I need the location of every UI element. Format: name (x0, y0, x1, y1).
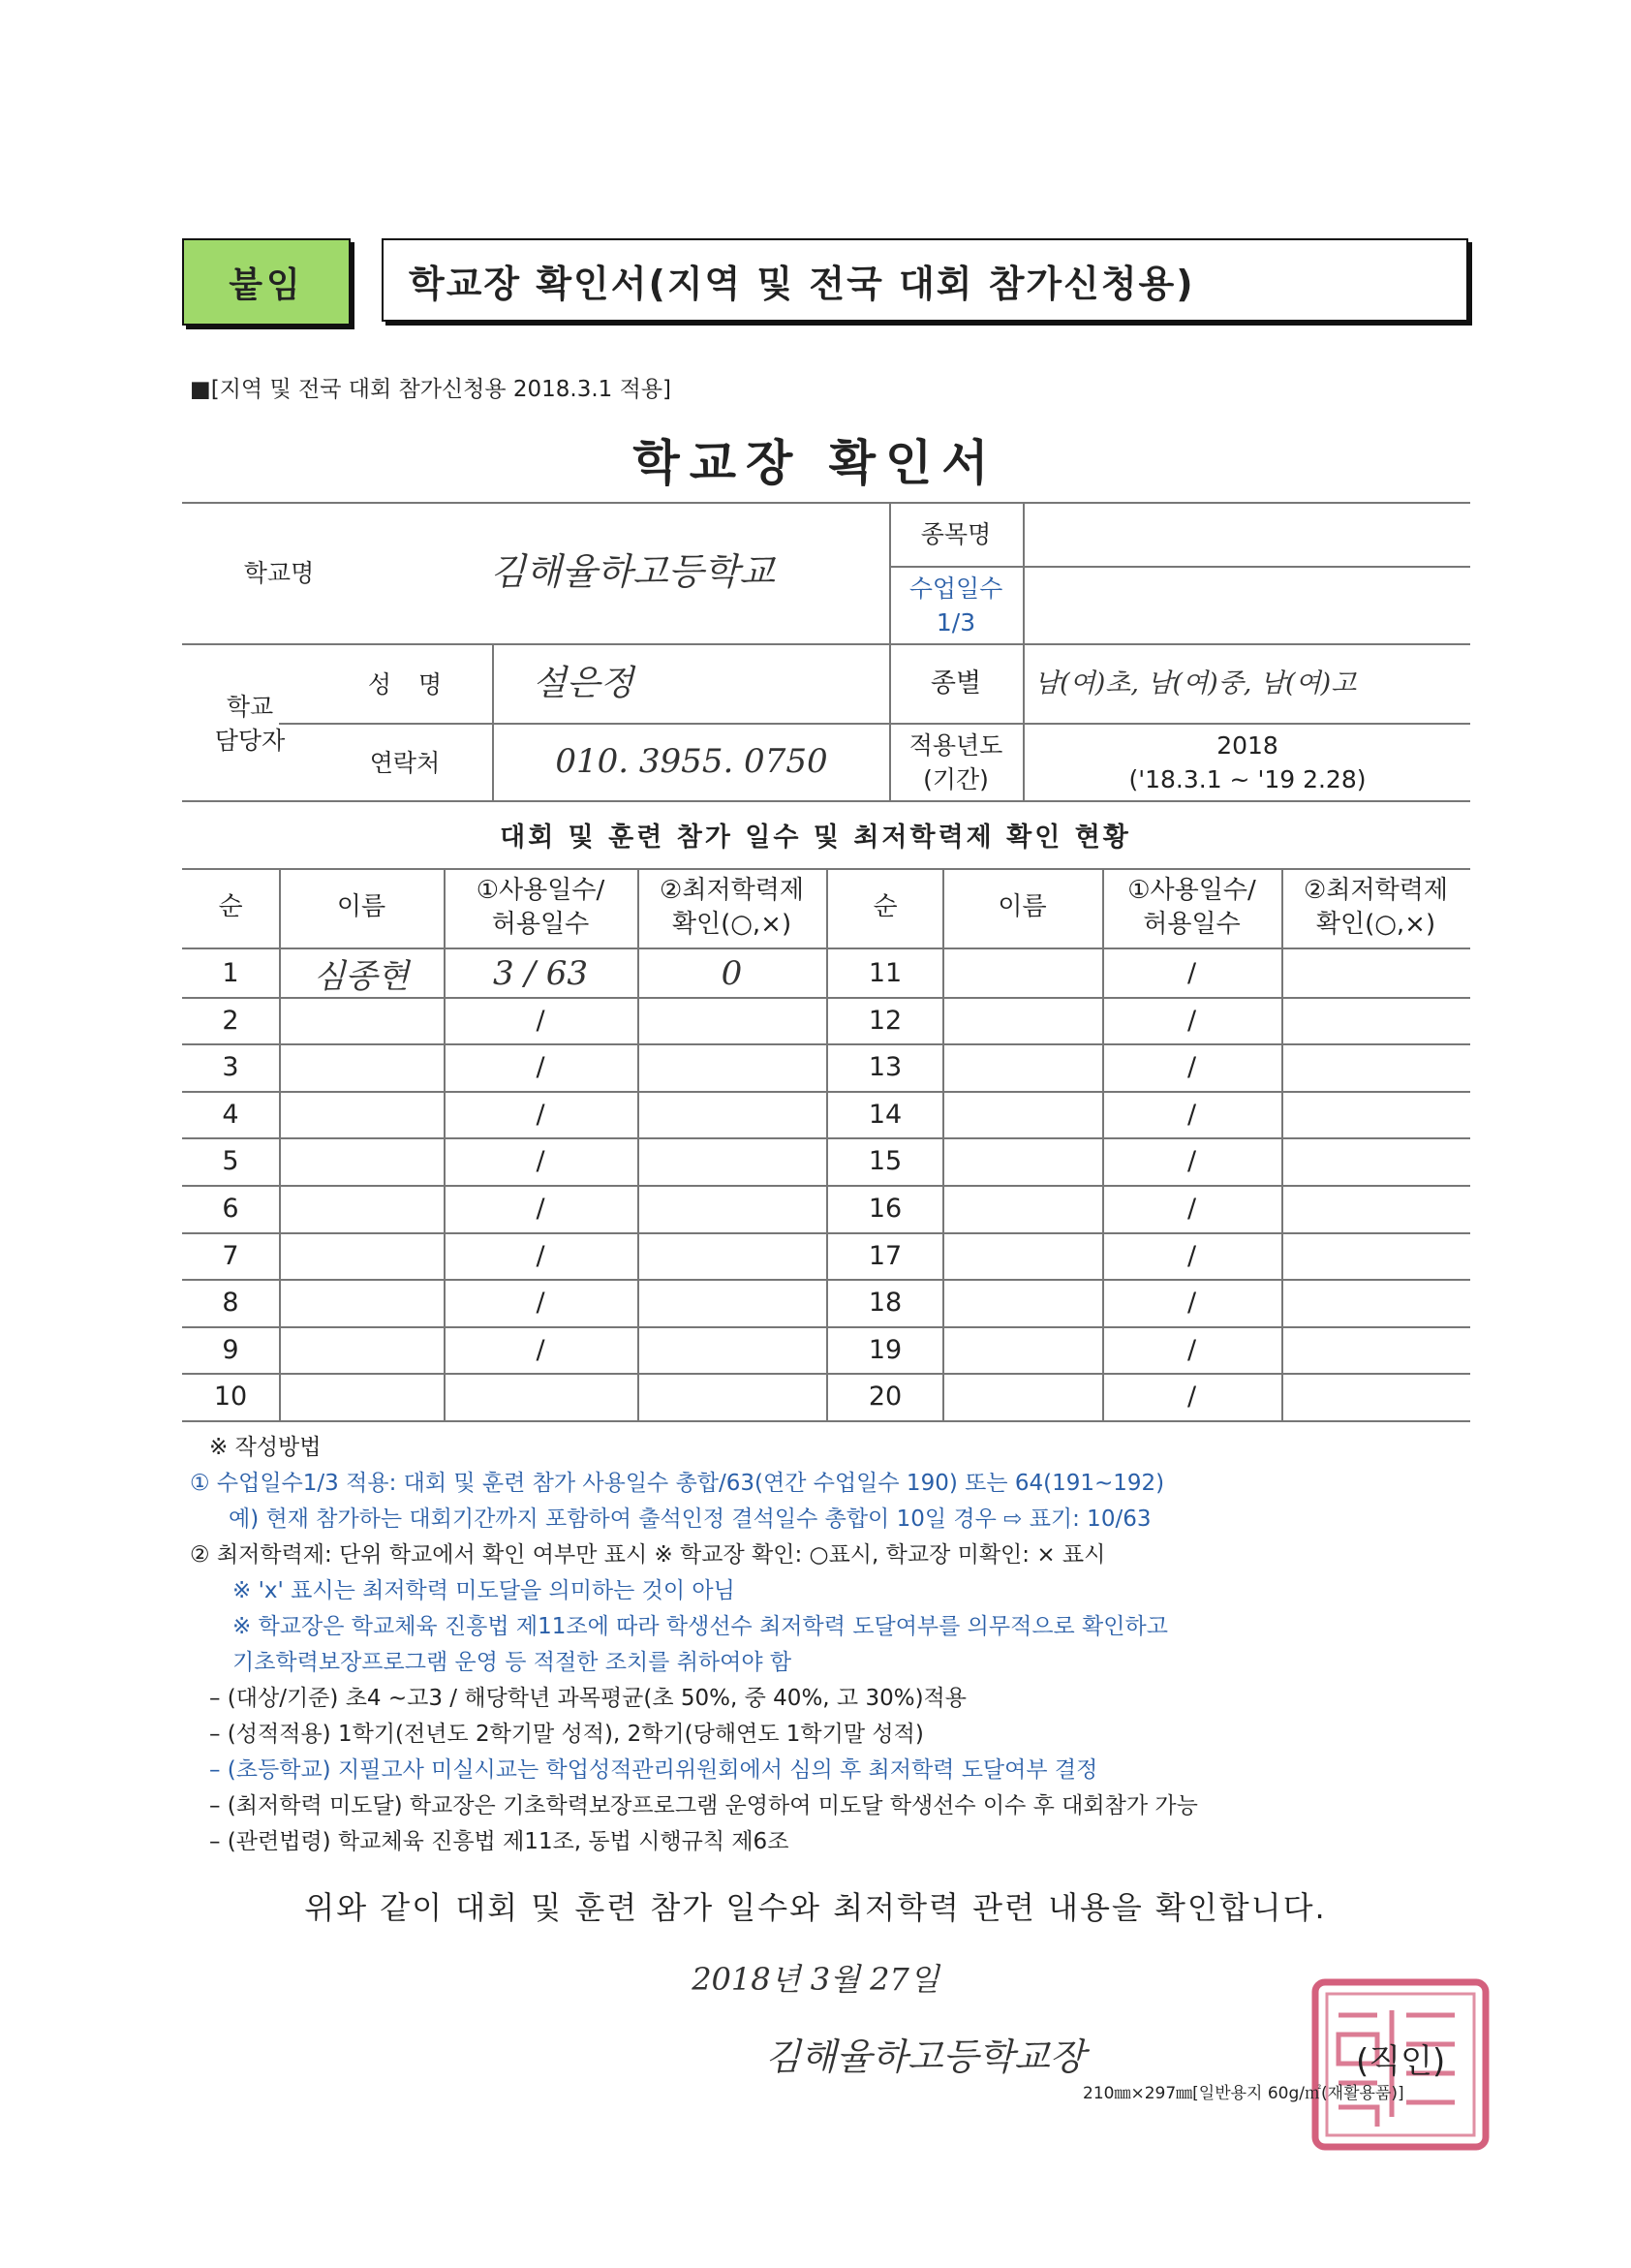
header-days-right (1102, 868, 1281, 948)
right-row-name-cell (942, 1043, 1102, 1091)
left-row-min-cell (637, 1137, 826, 1185)
left-row-no-cell: 6 (222, 1194, 239, 1224)
right-row-no-cell: 14 (868, 1099, 903, 1130)
left-row-name-cell (279, 1373, 444, 1420)
right-row-name-cell (942, 949, 1102, 997)
right-row-min-cell (1281, 997, 1470, 1044)
staff-name-value: 설은정 (533, 663, 634, 703)
staff-name-label: 성 명 (367, 669, 443, 699)
right-row-days-cell: / (1186, 1382, 1197, 1413)
right-row-no-cell: 11 (868, 958, 903, 988)
participation-table (182, 868, 1470, 1422)
info-table (182, 502, 1470, 802)
header-days-right-line1: ①사용일수/ (1127, 875, 1256, 905)
event-value (1023, 502, 1470, 566)
guide-line: – (관련법령) 학교체육 진흥법 제11조, 동법 시행규칙 제6조 (209, 1829, 789, 1854)
header-min-left (637, 868, 826, 948)
header-min-right (1281, 868, 1470, 948)
left-row-min-cell: 0 (721, 953, 743, 993)
subtitle: ■[지역 및 전국 대회 참가신청용 2018.3.1 적용] (190, 377, 672, 402)
right-row-min-cell (1281, 1091, 1470, 1138)
left-row-name-cell (279, 1279, 444, 1326)
right-row-no-cell: 19 (868, 1334, 903, 1365)
left-row-days-cell: / (536, 1146, 545, 1177)
right-row-name-cell (942, 1373, 1102, 1420)
guide-line: 예) 현재 참가하는 대회기간까지 포함하여 출석인정 결석일수 총합이 10일 경우 ⇨ 표기: 10/63 (229, 1507, 1152, 1532)
confirmation-date: 2018년 3월 27일 (692, 1961, 939, 1998)
guide-line: ※ 'x' 표시는 최저학력 미도달을 의미하는 것이 아님 (232, 1578, 735, 1603)
left-row-name-cell (279, 1326, 444, 1374)
contact-value: 010. 3955. 0750 (555, 742, 828, 782)
right-row-days-cell: / (1186, 1240, 1197, 1271)
right-row-no-cell: 18 (868, 1288, 903, 1319)
left-row-no-cell: 1 (222, 958, 239, 988)
right-row-name-cell (942, 1137, 1102, 1185)
header-days-right-line2: 허용일수 (1143, 910, 1241, 939)
right-row-no-cell: 15 (868, 1146, 903, 1177)
left-row-days-cell: / (536, 1334, 545, 1365)
header-days-left (444, 868, 637, 948)
left-row-days-cell: / (536, 1240, 545, 1271)
left-row-no-cell: 3 (222, 1052, 239, 1083)
right-row-no-cell: 13 (868, 1052, 903, 1083)
left-row-min-cell (637, 1326, 826, 1374)
left-row-days-cell: 3 / 63 (493, 953, 588, 993)
right-row-min-cell (1281, 1279, 1470, 1326)
right-row-name-cell (942, 1279, 1102, 1326)
guide-line: – (대상/기준) 초4 ~고3 / 해당학년 과목평균(초 50%, 중 40%, 고 30%)적용 (209, 1686, 967, 1711)
right-row-no-cell: 17 (868, 1240, 903, 1271)
contact-label: 연락처 (369, 748, 441, 777)
attachment-badge: 붙임 (182, 238, 351, 326)
year-label-line2: (기간) (923, 765, 989, 793)
left-row-days-cell: / (536, 1052, 545, 1083)
right-row-min-cell (1281, 1232, 1470, 1280)
staff-label-line2: 담당자 (214, 727, 286, 755)
right-row-name-cell (942, 997, 1102, 1044)
right-row-days-cell: / (1186, 1334, 1197, 1365)
class-days-label-line1: 수업일수 (908, 575, 1003, 603)
left-row-min-cell (637, 1373, 826, 1420)
paper-spec-footer: 210㎜×297㎜[일반용지 60g/㎡(재활용품)] (1083, 2084, 1404, 2103)
right-row-min-cell (1281, 1137, 1470, 1185)
guide-line: ② 최저학력제: 단위 학교에서 확인 여부만 표시 ※ 학교장 확인: ○표시, 학교장 미확인: × 표시 (190, 1542, 1106, 1568)
left-row-no-cell: 4 (222, 1099, 239, 1130)
left-row-no-cell: 7 (222, 1240, 239, 1271)
left-row-min-cell (637, 1279, 826, 1326)
writing-guide (190, 1430, 1488, 1860)
right-row-days-cell: / (1186, 1005, 1197, 1036)
staff-label-line1: 학교 (226, 693, 274, 721)
left-row-name-cell (279, 1185, 444, 1232)
header-min-right-line2: 확인(○,×) (1315, 910, 1436, 939)
guide-line: – (초등학교) 지필고사 미실시교는 학업성적관리위원회에서 심의 후 최저학력 도달여부 결정 (209, 1757, 1098, 1783)
principal-signature: 김해율하고등학교장 (765, 2035, 1086, 2078)
guide-line: – (성적적용) 1학기(전년도 2학기말 성적), 2학기(당해연도 1학기말 성적) (209, 1722, 924, 1747)
right-row-days-cell: / (1186, 1288, 1197, 1319)
class-days-label-line2: 1/3 (936, 608, 976, 637)
right-row-min-cell (1281, 1326, 1470, 1374)
header-min-left-line1: ②최저학력제 (660, 875, 804, 905)
right-row-name-cell (942, 1185, 1102, 1232)
right-row-days-cell: / (1186, 1052, 1197, 1083)
guide-line: 기초학력보장프로그램 운영 등 적절한 조치를 취하여야 함 (232, 1650, 792, 1675)
class-days-label (889, 568, 1023, 643)
type-label: 종별 (930, 668, 982, 699)
right-row-no-cell: 12 (868, 1005, 903, 1036)
header-days-left-line2: 허용일수 (491, 910, 590, 939)
left-row-days-cell: / (536, 1005, 545, 1036)
left-row-min-cell (637, 997, 826, 1044)
header-days-left-line1: ①사용일수/ (476, 875, 605, 905)
header-min-right-line1: ②최저학력제 (1304, 875, 1448, 905)
document-title: 학교장 확인서 (632, 435, 999, 491)
year-label (889, 725, 1023, 800)
left-row-min-cell (637, 1091, 826, 1138)
year-value-period: ('18.3.1 ~ '19 2.28) (1128, 765, 1367, 793)
left-row-name-cell (279, 1232, 444, 1280)
left-row-no-cell: 2 (222, 1005, 239, 1036)
left-row-min-cell (637, 1232, 826, 1280)
school-name-label: 학교명 (243, 558, 315, 587)
year-value-year: 2018 (1216, 731, 1278, 760)
left-row-name-cell (279, 1091, 444, 1138)
school-name-value: 김해율하고등학교 (490, 550, 775, 594)
right-row-no-cell: 16 (868, 1194, 903, 1224)
header-title: 학교장 확인서(지역 및 전국 대회 참가신청용) (382, 238, 1468, 322)
left-row-days-cell: / (536, 1099, 545, 1130)
year-value (1025, 725, 1470, 800)
right-row-min-cell (1281, 1185, 1470, 1232)
type-value: 남(여)초, 남(여)중, 남(여)고 (1034, 668, 1357, 699)
right-row-name-cell (942, 1091, 1102, 1138)
header-name-left: 이름 (336, 892, 386, 922)
left-row-no-cell: 5 (222, 1146, 239, 1177)
seal-label: (직인) (1356, 2042, 1446, 2081)
left-row-no-cell: 10 (213, 1382, 248, 1413)
header-no-left: 순 (218, 892, 243, 922)
left-row-name-cell (279, 1043, 444, 1091)
left-row-days-cell (444, 1373, 637, 1420)
right-row-min-cell (1281, 1043, 1470, 1091)
guide-line: ① 수업일수1/3 적용: 대회 및 훈련 참가 사용일수 총합/63(연간 수업일수 190) 또는 64(191~192) (190, 1471, 1165, 1496)
header-min-left-line2: 확인(○,×) (671, 910, 792, 939)
header-no-right: 순 (873, 892, 898, 922)
section-title: 대회 및 훈련 참가 일수 및 최저학력제 확인 현황 (500, 823, 1131, 853)
left-row-days-cell: / (536, 1288, 545, 1319)
staff-label (182, 645, 318, 802)
event-label: 종목명 (920, 519, 992, 548)
guide-line: – (최저학력 미도달) 학교장은 기초학력보장프로그램 운영하여 미도달 학생선수 이수 후 대회참가 가능 (209, 1793, 1198, 1818)
left-row-min-cell (637, 1185, 826, 1232)
left-row-days-cell: / (536, 1194, 545, 1224)
class-days-value (1023, 568, 1470, 643)
right-row-days-cell: / (1186, 1146, 1197, 1177)
guide-line: ※ 학교장은 학교체육 진흥법 제11조에 따라 학생선수 최저학력 도달여부를 의무적으로 확인하고 (232, 1614, 1168, 1639)
right-row-min-cell (1281, 949, 1470, 997)
right-row-days-cell: / (1186, 1099, 1197, 1130)
left-row-min-cell (637, 1043, 826, 1091)
right-row-min-cell (1281, 1373, 1470, 1420)
guide-line: ※ 작성방법 (209, 1435, 322, 1460)
right-row-name-cell (942, 1232, 1102, 1280)
left-row-no-cell: 8 (222, 1288, 239, 1319)
left-row-name-cell (279, 997, 444, 1044)
year-label-line1: 적용년도 (908, 731, 1003, 760)
right-row-name-cell (942, 1326, 1102, 1374)
right-row-days-cell: / (1186, 1194, 1197, 1224)
right-row-no-cell: 20 (868, 1382, 903, 1413)
confirmation-statement: 위와 같이 대회 및 훈련 참가 일수와 최저학력 관련 내용을 확인합니다. (304, 1889, 1327, 1926)
left-row-name-cell: 심종현 (313, 957, 410, 996)
left-row-name-cell (279, 1137, 444, 1185)
left-row-no-cell: 9 (222, 1334, 239, 1365)
right-row-days-cell: / (1186, 958, 1197, 988)
header-name-right: 이름 (998, 892, 1047, 922)
